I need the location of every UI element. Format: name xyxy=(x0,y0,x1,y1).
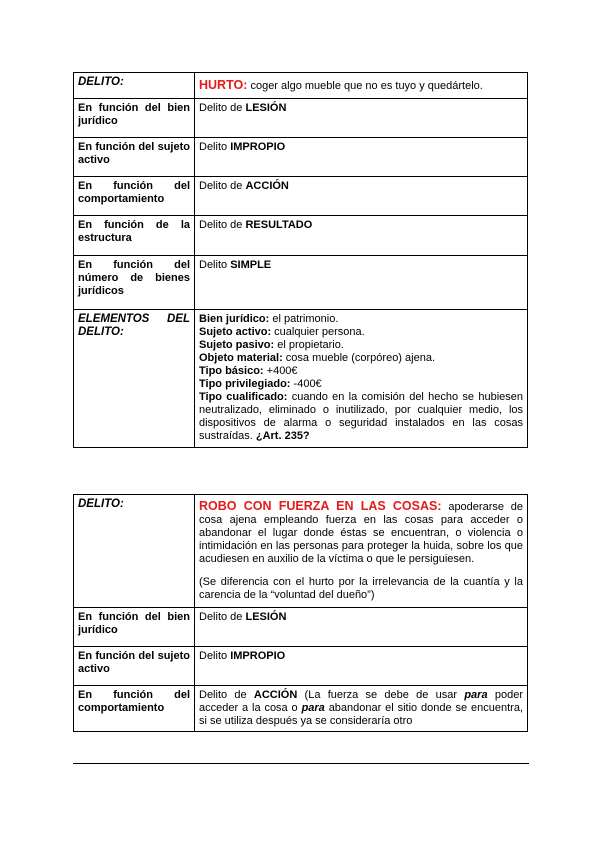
row-value xyxy=(195,216,528,256)
value-prefix: Delito xyxy=(199,650,231,662)
row-label: DELITO: xyxy=(74,73,195,99)
row-label: En función del comportamiento xyxy=(74,686,195,732)
table-row xyxy=(74,495,528,608)
table-row xyxy=(74,608,528,647)
table-row xyxy=(74,256,528,310)
value-prefix: Delito de xyxy=(199,611,246,623)
row-value xyxy=(195,256,528,310)
list-item: Tipo cualificado: cuando en la comisión del hecho se hubiesen neutralizado, eliminado o inutilizado, por cualquier medio, los dispositivos de alarma o seguridad instalados en las cosas sustraídas. ¿Art. 235? xyxy=(199,391,523,442)
row-label: En función del sujeto activo xyxy=(74,647,195,686)
value-bold: RESULTADO xyxy=(245,219,313,231)
table-row xyxy=(74,647,528,686)
row-value xyxy=(195,99,528,138)
value-prefix: Delito xyxy=(199,259,231,271)
row-label: ELEMENTOS DEL DELITO: xyxy=(74,310,195,448)
crime-title: HURTO: xyxy=(199,77,248,92)
crime-definition xyxy=(195,495,528,608)
crime-desc: coger algo mueble que no es tuyo y quedártelo. xyxy=(250,79,483,92)
row-value xyxy=(195,177,528,216)
row-value xyxy=(195,138,528,177)
table-cut-border xyxy=(73,763,529,764)
table-row xyxy=(74,686,528,732)
row-label: En función del sujeto activo xyxy=(74,138,195,177)
value-bold: LESIÓN xyxy=(245,611,287,623)
row-label: En función del bien jurídico xyxy=(74,99,195,138)
list-item: Tipo básico: +400€ xyxy=(199,365,298,377)
row-label: En función de la estructura xyxy=(74,216,195,256)
list-item: Sujeto pasivo: el propietario. xyxy=(199,339,344,351)
value-bold: IMPROPIO xyxy=(230,650,286,662)
elements-list xyxy=(195,310,528,448)
table-row xyxy=(74,216,528,256)
list-item: Sujeto activo: cualquier persona. xyxy=(199,326,365,338)
value-bold: ACCIÓN xyxy=(245,180,289,192)
row-value xyxy=(195,608,528,647)
crime-definition xyxy=(195,73,528,99)
table-row xyxy=(74,310,528,448)
value-bold: IMPROPIO xyxy=(230,141,286,153)
table-row xyxy=(74,138,528,177)
list-item: Objeto material: cosa mueble (corpóreo) ajena. xyxy=(199,352,435,364)
row-value xyxy=(195,647,528,686)
value-bold: SIMPLE xyxy=(230,259,272,271)
value-prefix: Delito de xyxy=(199,102,246,114)
row-label: En función del número de bienes jurídicos xyxy=(74,256,195,310)
row-label: En función del bien jurídico xyxy=(74,608,195,647)
table-row xyxy=(74,73,528,99)
table-row xyxy=(74,99,528,138)
hurto-table xyxy=(73,72,528,448)
robo-table xyxy=(73,494,528,732)
row-value: Delito de ACCIÓN (La fuerza se debe de usar para poder acceder a la cosa o para abandonar el sitio donde se encuentra, si se utiliza después ya se consideraría otro xyxy=(195,686,528,732)
crime-title: ROBO CON FUERZA EN LAS COSAS: xyxy=(199,499,442,513)
page-bottom-margin xyxy=(0,764,600,848)
crime-desc: apoderarse de cosa ajena empleando fuerza en las cosas para acceder o abandonar el lugar donde éstas se encuentran, o violencia o intimidación en las personas para proteger la huida, sobre los que acudiesen en auxilio de la víctima o que le persiguiesen. xyxy=(199,501,523,565)
crime-note: (Se diferencia con el hurto por la irrelevancia de la cuantía y la carencia de la “voluntad del dueño”) xyxy=(199,576,523,601)
value-bold: LESIÓN xyxy=(245,102,287,114)
row-label: En función del comportamiento xyxy=(74,177,195,216)
value-prefix: Delito de xyxy=(199,219,246,231)
table-row xyxy=(74,177,528,216)
list-item: Tipo privilegiado: -400€ xyxy=(199,378,322,390)
row-label: DELITO: xyxy=(74,495,195,608)
value-prefix: Delito de xyxy=(199,180,246,192)
value-prefix: Delito xyxy=(199,141,231,153)
list-item: Bien jurídico: el patrimonio. xyxy=(199,313,339,325)
